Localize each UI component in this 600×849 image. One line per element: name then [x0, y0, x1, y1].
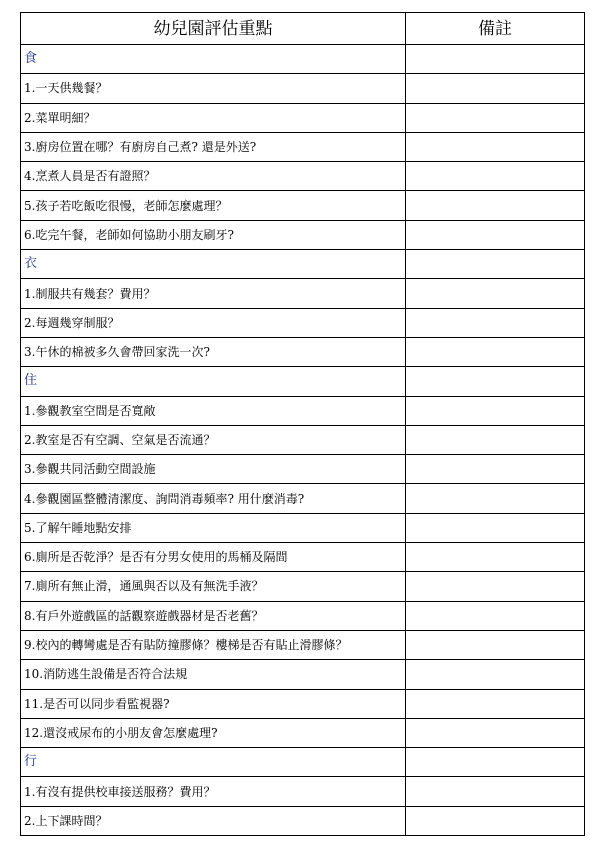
- note-cell: [406, 220, 585, 249]
- note-cell: [406, 689, 585, 718]
- table-row: [21, 455, 585, 484]
- evaluation-item: 3.廚房位置在哪？有廚房自己煮? 還是外送?: [21, 132, 406, 161]
- table-row: [21, 337, 585, 366]
- evaluation-item: 1.參觀教室空間是否寬敞: [21, 396, 406, 425]
- table-row: [21, 660, 585, 689]
- note-cell: [406, 572, 585, 601]
- evaluation-item: 12.還沒戒尿布的小朋友會怎麼處理?: [21, 718, 406, 747]
- section-header-row: [21, 367, 585, 396]
- note-cell: [406, 337, 585, 366]
- section-label: 衣: [21, 250, 406, 279]
- note-cell: [406, 132, 585, 161]
- column-header-evaluation-points: 幼兒園評估重點: [21, 13, 406, 45]
- table-header-row: [21, 13, 585, 45]
- evaluation-item: 8.有戶外遊戲區的話觀察遊戲器材是否老舊？: [21, 601, 406, 630]
- evaluation-item: 2.菜單明細？: [21, 103, 406, 132]
- table-row: [21, 191, 585, 220]
- evaluation-item: 1.一天供幾餐？: [21, 74, 406, 103]
- evaluation-item: 6.吃完午餐，老師如何協助小朋友刷牙?: [21, 220, 406, 249]
- table-row: [21, 630, 585, 659]
- note-cell: [406, 484, 585, 513]
- note-cell: [406, 660, 585, 689]
- note-cell: [406, 718, 585, 747]
- table-row: [21, 425, 585, 454]
- note-cell: [406, 45, 585, 74]
- note-cell: [406, 191, 585, 220]
- table-row: [21, 132, 585, 161]
- note-cell: [406, 806, 585, 835]
- note-cell: [406, 279, 585, 308]
- evaluation-item: 1.制服共有幾套？費用？: [21, 279, 406, 308]
- section-label: 住: [21, 367, 406, 396]
- table-row: [21, 513, 585, 542]
- note-cell: [406, 777, 585, 806]
- note-cell: [406, 74, 585, 103]
- table-row: [21, 103, 585, 132]
- note-cell: [406, 308, 585, 337]
- table-body: [21, 45, 585, 836]
- section-header-row: [21, 748, 585, 777]
- note-cell: [406, 543, 585, 572]
- column-header-notes: 備註: [406, 13, 585, 45]
- evaluation-item: 6.廁所是否乾淨？是否有分男女使用的馬桶及隔間: [21, 543, 406, 572]
- evaluation-item: 5.了解午睡地點安排: [21, 513, 406, 542]
- table-row: [21, 396, 585, 425]
- evaluation-item: 4.烹煮人員是否有證照？: [21, 162, 406, 191]
- table-row: [21, 308, 585, 337]
- table-row: [21, 220, 585, 249]
- table-row: [21, 484, 585, 513]
- evaluation-item: 3.午休的棉被多久會帶回家洗一次?: [21, 337, 406, 366]
- evaluation-item: 7.廁所有無止滑，通風與否以及有無洗手液？: [21, 572, 406, 601]
- note-cell: [406, 513, 585, 542]
- evaluation-item: 2.教室是否有空調、空氣是否流通？: [21, 425, 406, 454]
- table-row: [21, 689, 585, 718]
- table-row: [21, 74, 585, 103]
- note-cell: [406, 367, 585, 396]
- note-cell: [406, 630, 585, 659]
- evaluation-item: 9.校內的轉彎處是否有貼防撞膠條？樓梯是否有貼止滑膠條？: [21, 630, 406, 659]
- evaluation-item: 4.參觀園區整體清潔度、詢問消毒頻率? 用什麼消毒?: [21, 484, 406, 513]
- section-label: 食: [21, 45, 406, 74]
- section-header-row: [21, 45, 585, 74]
- table-row: [21, 572, 585, 601]
- evaluation-item: 10.消防逃生設備是否符合法規: [21, 660, 406, 689]
- note-cell: [406, 425, 585, 454]
- note-cell: [406, 162, 585, 191]
- evaluation-item: 5.孩子若吃飯吃很慢，老師怎麼處理？: [21, 191, 406, 220]
- note-cell: [406, 601, 585, 630]
- note-cell: [406, 748, 585, 777]
- table-row: [21, 162, 585, 191]
- table-row: [21, 777, 585, 806]
- evaluation-table: [20, 12, 585, 836]
- note-cell: [406, 396, 585, 425]
- evaluation-item: 11.是否可以同步看監視器?: [21, 689, 406, 718]
- note-cell: [406, 103, 585, 132]
- note-cell: [406, 455, 585, 484]
- table-row: [21, 806, 585, 835]
- note-cell: [406, 250, 585, 279]
- evaluation-item: 1.有沒有提供校車接送服務？費用？: [21, 777, 406, 806]
- table-row: [21, 601, 585, 630]
- evaluation-item: 2.上下課時間？: [21, 806, 406, 835]
- table-row: [21, 279, 585, 308]
- evaluation-item: 2.每週幾穿制服？: [21, 308, 406, 337]
- section-header-row: [21, 250, 585, 279]
- evaluation-item: 3.參觀共同活動空間設施: [21, 455, 406, 484]
- table-row: [21, 543, 585, 572]
- section-label: 行: [21, 748, 406, 777]
- table-row: [21, 718, 585, 747]
